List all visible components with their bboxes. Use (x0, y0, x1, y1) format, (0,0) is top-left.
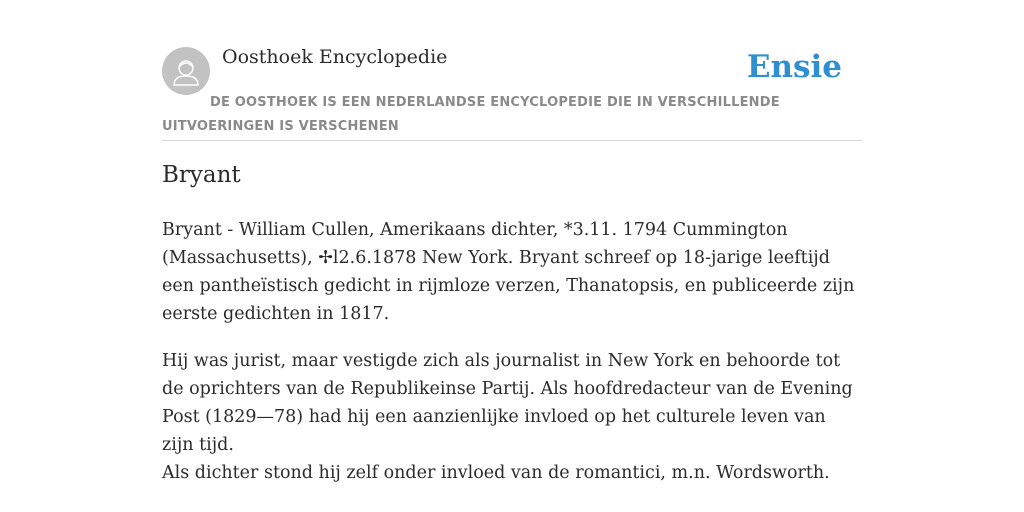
site-tagline: DE OOSTHOEK IS EEN NEDERLANDSE ENCYCLOPEDIE DIE IN VERSCHILLENDE UITVOERINGEN IS VERSCHENEN (162, 95, 780, 134)
site-name[interactable]: Oosthoek Encyclopedie (222, 46, 448, 68)
user-icon[interactable] (162, 47, 210, 95)
article-paragraph: Als dichter stond hij zelf onder invloed van de romantici, m.n. Wordsworth. (162, 463, 830, 483)
article-title: Bryant (162, 162, 241, 188)
article-paragraph: Hij was jurist, maar vestigde zich als journalist in New York en behoorde tot de oprichters van de Republikeinse Partij. Als hoofdredacteur van de Evening Post (1829—78) had hij een aanzienlijke invloed op het culturele leven van zijn tijd. (162, 351, 853, 455)
brand-logo[interactable]: Ensie (746, 49, 842, 85)
article-paragraph: Bryant - William Cullen, Amerikaans dichter, *3.11. 1794 Cummington (Massachusetts), ✢l2.6.1878 New York. Bryant schreef op 18-jarige leeftijd een pantheïstisch gedicht in rijmloze verzen, Thanatopsis, en publiceerde zijn eerste gedichten in 1817. (162, 220, 855, 324)
site-header (162, 46, 862, 141)
